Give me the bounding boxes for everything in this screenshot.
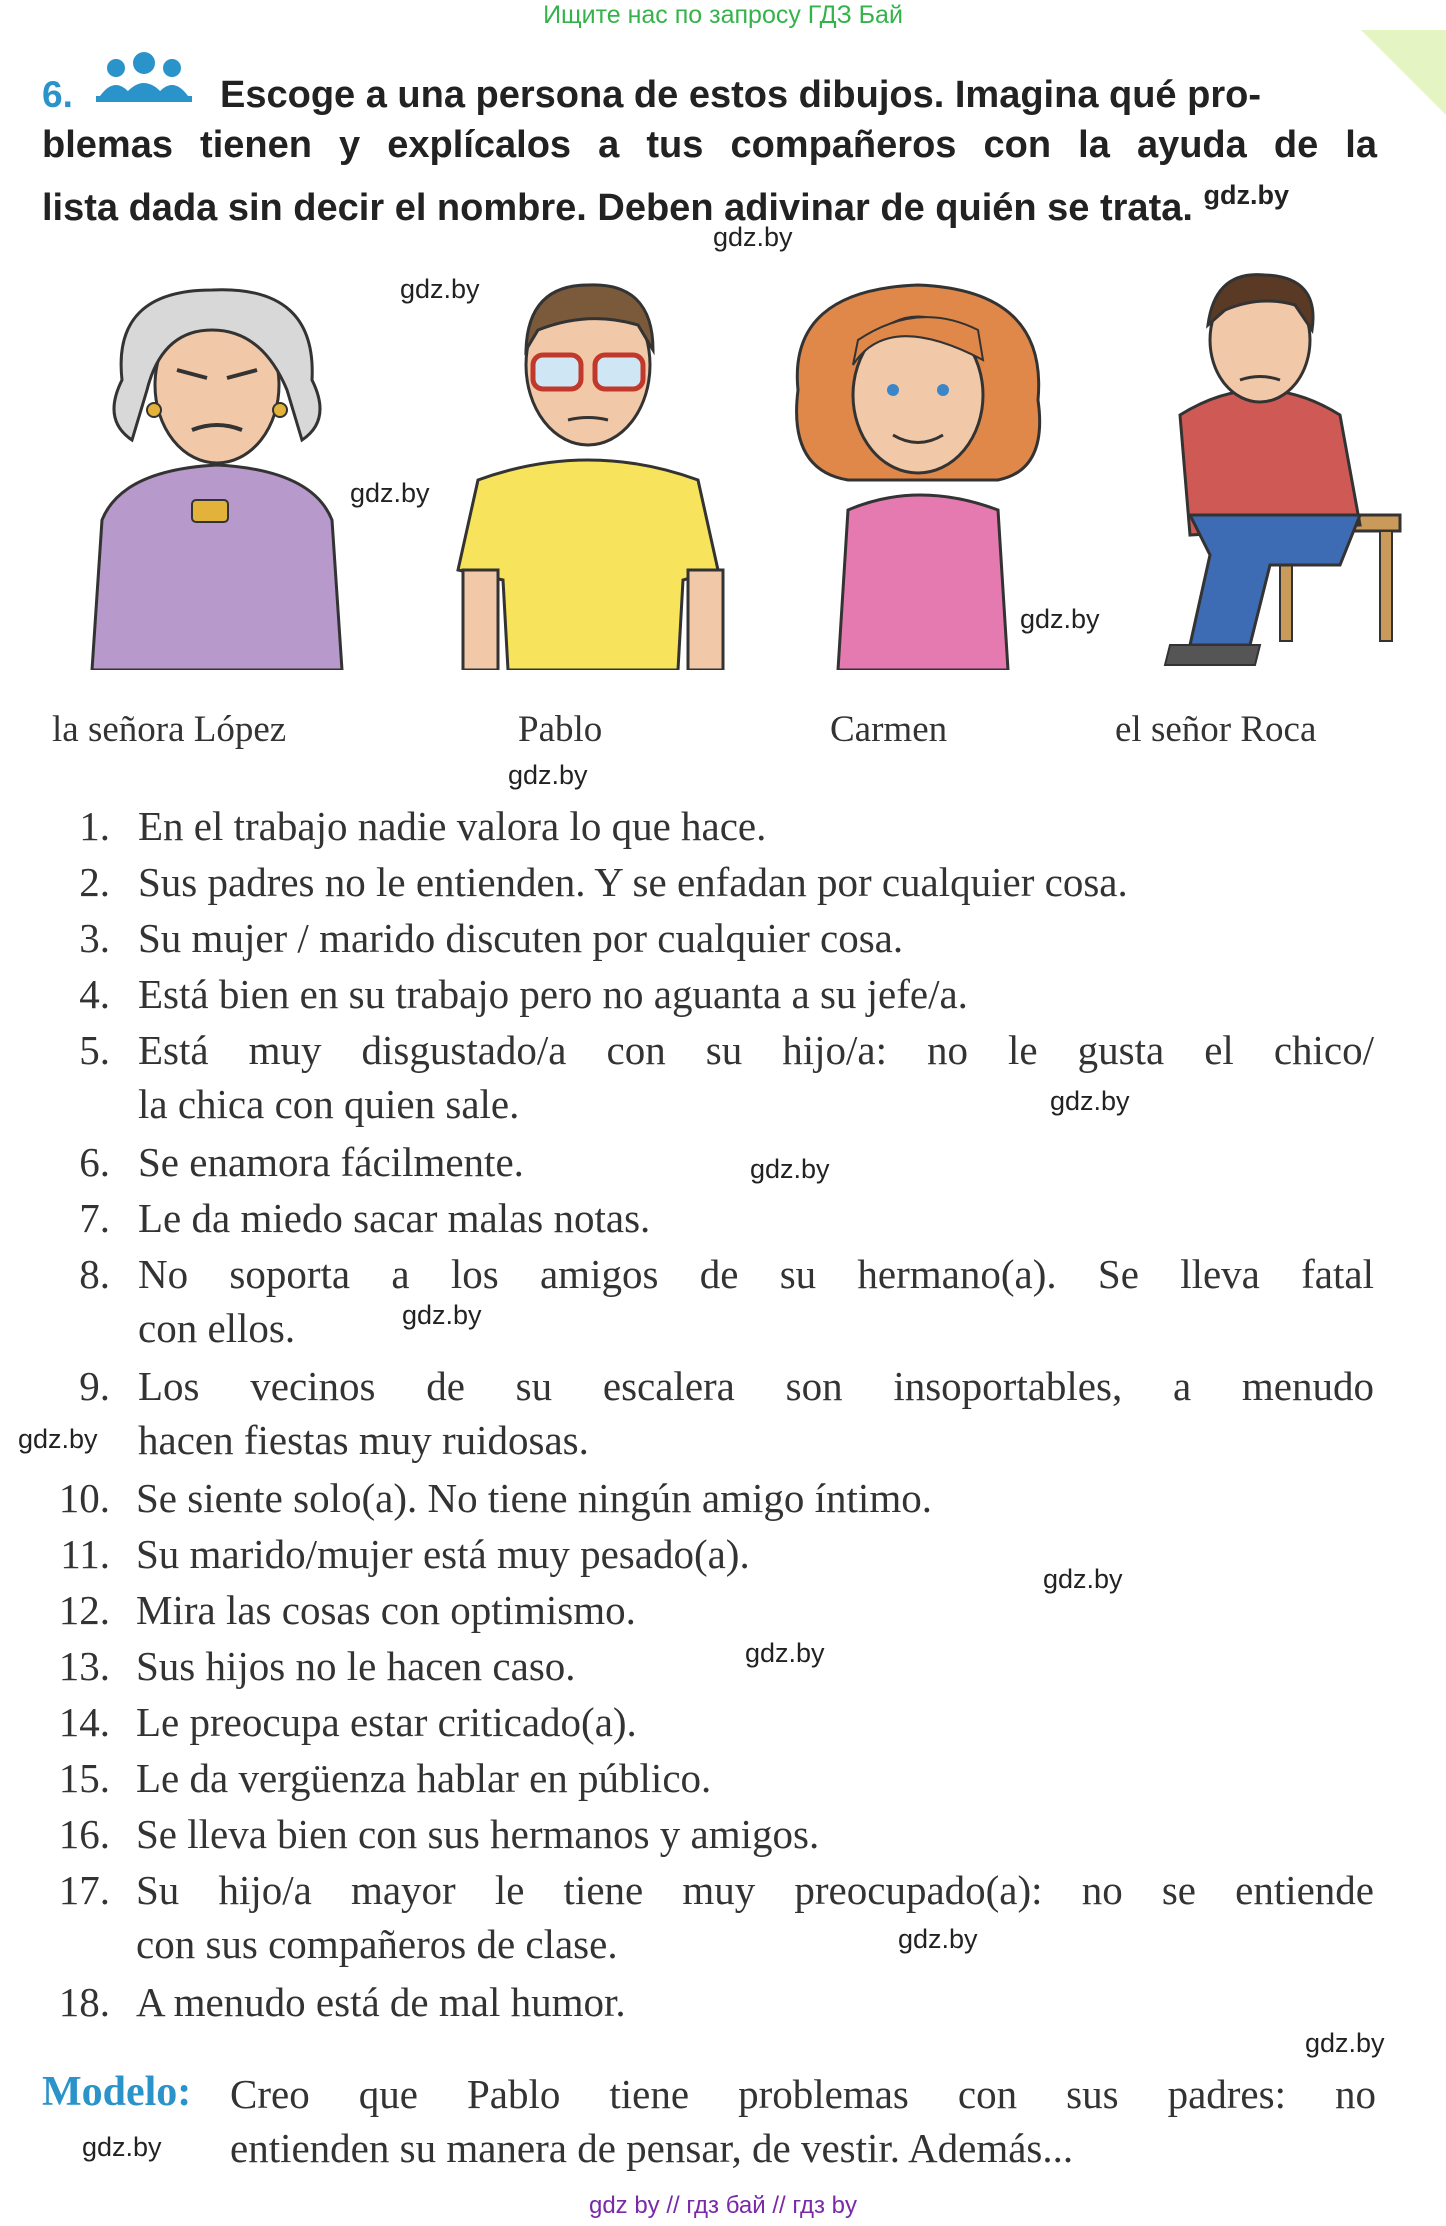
list-item-number: 10. bbox=[58, 1475, 110, 1521]
list-item-number: 1. bbox=[79, 803, 110, 849]
modelo-text-line: entienden su manera de pensar, de vestir. Además... bbox=[230, 2125, 1074, 2171]
list-item-number: 16. bbox=[58, 1811, 110, 1857]
list-item-text: la chica con quien sale. bbox=[138, 1081, 520, 1127]
list-item-text: Mira las cosas con optimismo. bbox=[136, 1587, 636, 1633]
watermark: gdz.by bbox=[1020, 604, 1100, 634]
list-item-number: 5. bbox=[79, 1027, 110, 1073]
watermark: gdz.by bbox=[898, 1924, 978, 1954]
list-item-text: Sus hijos no le hacen caso. bbox=[136, 1643, 576, 1689]
list-item-text: hacen fiestas muy ruidosas. bbox=[138, 1417, 589, 1463]
exercise-number: 6. bbox=[42, 74, 73, 115]
list-item-text: Los vecinos de su escalera son insoportables, a menudo bbox=[138, 1363, 1374, 1409]
watermark: gdz.by bbox=[1305, 2028, 1385, 2058]
list-item-number: 13. bbox=[58, 1643, 110, 1689]
list-item-number: 14. bbox=[58, 1699, 110, 1745]
list-item-text: En el trabajo nadie valora lo que hace. bbox=[138, 803, 767, 849]
list-item-text: Se lleva bien con sus hermanos y amigos. bbox=[136, 1811, 820, 1857]
watermark: gdz.by bbox=[400, 274, 480, 304]
watermark: gdz.by bbox=[402, 1300, 482, 1330]
modelo-label: Modelo: bbox=[42, 2069, 192, 2115]
list-item-text: Su hijo/a mayor le tiene muy preocupado(a): no se entiende bbox=[136, 1867, 1374, 1913]
senora-lopez-illustration bbox=[62, 270, 372, 670]
watermark: gdz.by bbox=[745, 1638, 825, 1668]
instruction-line-1: Escoge a una persona de estos dibujos. Imagina qué pro- bbox=[220, 74, 1261, 116]
figure-label-carmen: Carmen bbox=[830, 709, 948, 750]
figure-label-senora-lopez: la señora López bbox=[52, 709, 287, 750]
footer: gdz by // гдз бай // гдз by bbox=[588, 2192, 858, 2219]
pablo-illustration bbox=[438, 270, 748, 670]
instruction-line-2: blemas tienen y explícalos a tus compañeros con la ayuda de la bbox=[42, 124, 1377, 166]
list-item-text: Se siente solo(a). No tiene ningún amigo íntimo. bbox=[136, 1475, 932, 1521]
watermark: gdz.by bbox=[350, 478, 430, 508]
list-item-number: 18. bbox=[58, 1979, 110, 2025]
list-item-number: 17. bbox=[58, 1867, 110, 1913]
list-item-text: Sus padres no le entienden. Y se enfadan por cualquier cosa. bbox=[138, 859, 1128, 905]
watermark: gdz.by bbox=[508, 760, 588, 790]
list-item-text: Le da miedo sacar malas notas. bbox=[138, 1195, 651, 1241]
watermark: gdz.by bbox=[1203, 180, 1289, 210]
list-item-text: con sus compañeros de clase. bbox=[136, 1921, 618, 1967]
list-item-text: Se enamora fácilmente. bbox=[138, 1139, 524, 1185]
list-item-text: Su mujer / marido discuten por cualquier cosa. bbox=[138, 915, 904, 961]
watermark: gdz.by bbox=[713, 222, 793, 252]
list-item-text: No soporta a los amigos de su hermano(a). Se lleva fatal bbox=[138, 1251, 1374, 1297]
list-item-text: con ellos. bbox=[138, 1305, 296, 1351]
figure-label-pablo: Pablo bbox=[518, 709, 603, 750]
figure-senora-lopez bbox=[62, 270, 372, 670]
list-item-number: 2. bbox=[79, 859, 110, 905]
watermark: gdz.by bbox=[18, 1424, 98, 1454]
list-item-number: 4. bbox=[79, 971, 110, 1017]
list-item-text: Le da vergüenza hablar en público. bbox=[136, 1755, 712, 1801]
watermark: gdz.by bbox=[1043, 1564, 1123, 1594]
list-item-number: 12. bbox=[58, 1587, 110, 1633]
list-item-text: A menudo está de mal humor. bbox=[136, 1979, 626, 2025]
list-item-number: 6. bbox=[79, 1139, 110, 1185]
top-banner: Ищите нас по запросу ГДЗ Бай bbox=[543, 1, 903, 29]
figure-senor-roca bbox=[1130, 265, 1440, 675]
list-item-number: 8. bbox=[79, 1251, 110, 1297]
list-item-text: Le preocupa estar criticado(a). bbox=[136, 1699, 637, 1745]
group-people-icon bbox=[94, 52, 194, 108]
figure-label-senor-roca: el señor Roca bbox=[1115, 709, 1317, 750]
list-item-number: 15. bbox=[58, 1755, 110, 1801]
list-item-number: 7. bbox=[79, 1195, 110, 1241]
list-item-number: 11. bbox=[60, 1531, 110, 1577]
list-item-text: Su marido/mujer está muy pesado(a). bbox=[136, 1531, 750, 1577]
list-item-number: 9. bbox=[79, 1363, 110, 1409]
watermark: gdz.by bbox=[750, 1154, 830, 1184]
list-item-text: Está bien en su trabajo pero no aguanta a su jefe/a. bbox=[138, 971, 968, 1017]
watermark: gdz.by bbox=[1050, 1086, 1130, 1116]
watermark: gdz.by bbox=[82, 2132, 162, 2162]
figure-pablo bbox=[438, 270, 748, 670]
modelo-text-line: Creo que Pablo tiene problemas con sus padres: no bbox=[230, 2071, 1376, 2117]
list-item-number: 3. bbox=[79, 915, 110, 961]
senor-roca-illustration bbox=[1130, 265, 1440, 675]
instruction-line-3-text: lista dada sin decir el nombre. Deben adivinar de quién se trata. bbox=[42, 187, 1193, 229]
list-item-text: Está muy disgustado/a con su hijo/a: no le gusta el chico/ bbox=[138, 1027, 1374, 1073]
